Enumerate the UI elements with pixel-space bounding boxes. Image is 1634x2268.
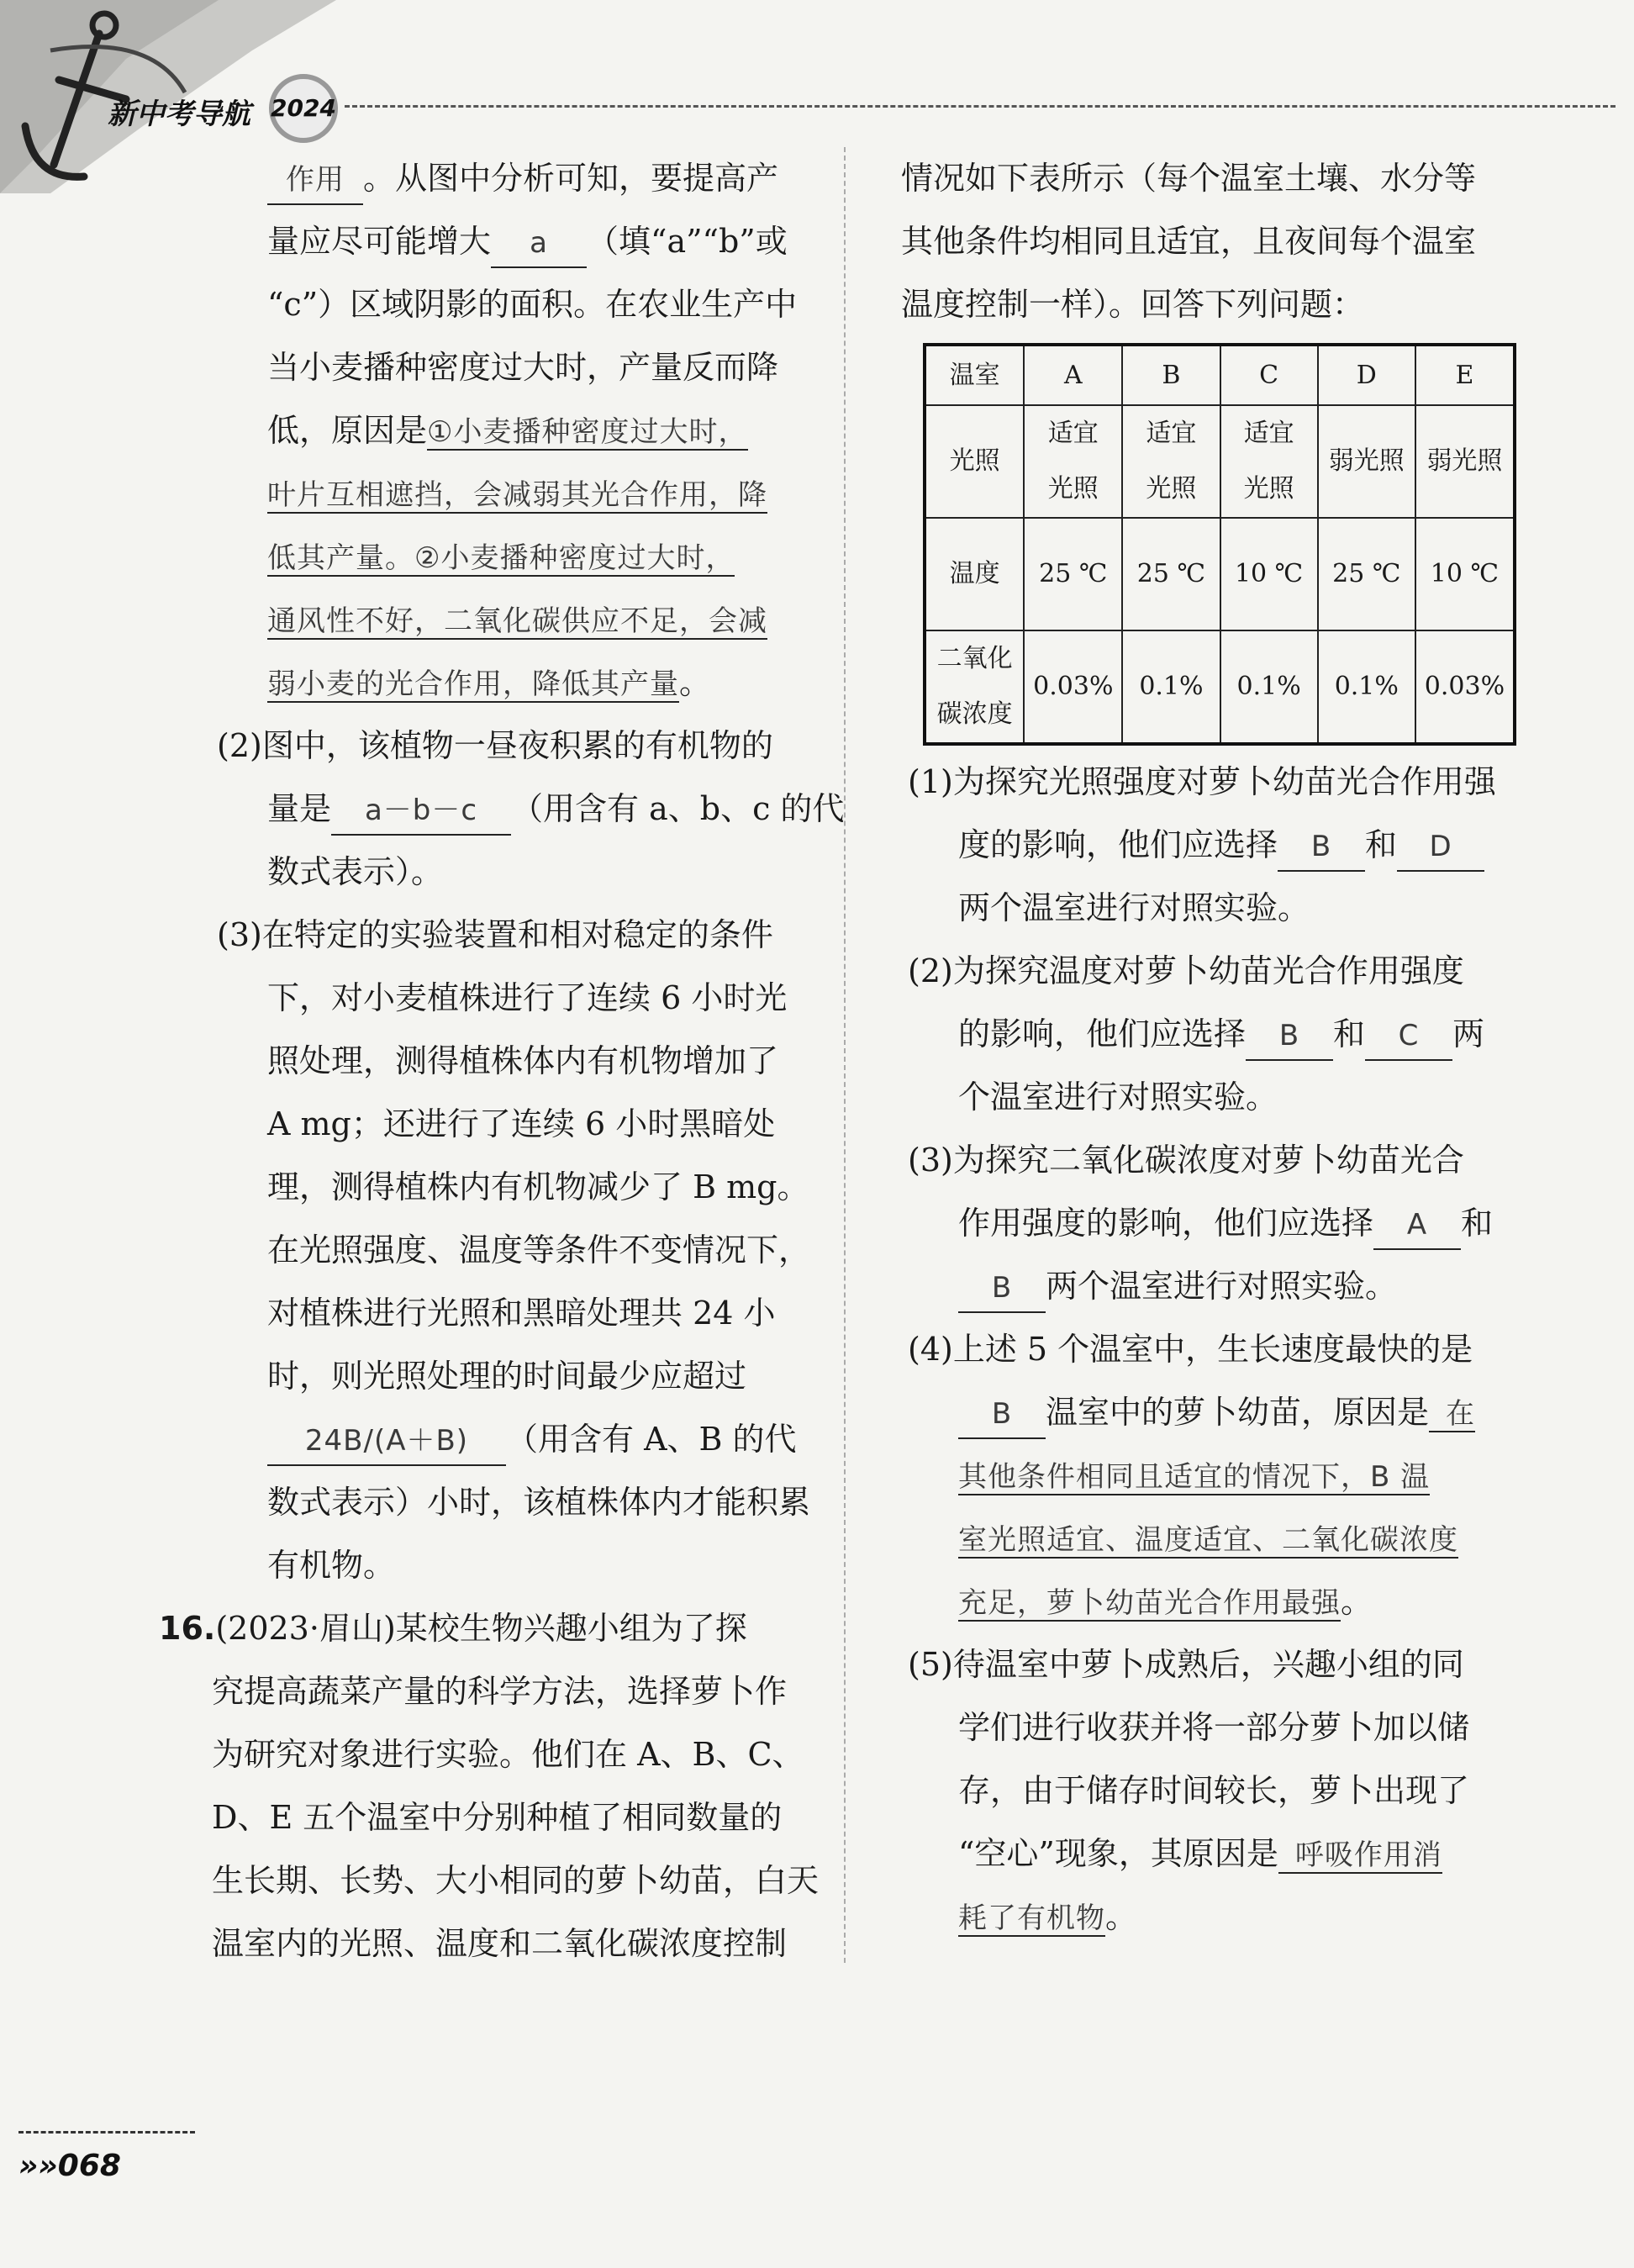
q16-line-3: 为研究对象进行实验。他们在 A、B、C、 [212,1736,804,1773]
q15-3-line-3: 照处理，测得植株体内有机物增加了 [267,1042,779,1079]
right-column-questions [908,751,1530,1949]
header-year: 2024 [271,94,336,122]
q1-line-3: 两个温室进行对照实验。 [958,889,1310,926]
table-header-cell: 温室 [925,345,1024,405]
header-divider [345,105,1616,108]
q1-line-1: (1)为探究光照强度对萝卜幼苗光合作用强 [908,763,1496,800]
page-number-text: 068 [57,2149,121,2183]
q15-3-line-8: 时，则光照处理的时间最少应超过 [267,1358,747,1395]
intro-line-2: 其他条件均相同且适宜，且夜间每个温室 [901,223,1477,260]
answer-blank: B [1246,1012,1333,1061]
text: 两 [1452,1015,1485,1052]
text: 低，原因是 [267,412,428,449]
handwritten-answer: 耗了有机物 [958,1901,1105,1935]
question-number: 16. [159,1610,216,1647]
table-row-label: 温度 [925,518,1024,630]
answer-blank: a [491,219,587,268]
q15-1-line-5 [160,399,824,462]
q15-1-line-2 [160,210,824,273]
right-column-intro [901,147,1530,336]
q15-3-line-10: 数式表示）小时，该植株体内才能积累 [267,1484,811,1521]
table-header-cell: B [1122,345,1220,405]
text: 量是 [267,790,332,827]
q1-line-2 [908,814,1530,877]
handwritten-answer: 在 [1429,1397,1475,1432]
cell-text: 适宜光照 [1146,419,1197,504]
q15-3-line-1: (3)在特定的实验装置和相对稳定的条件 [217,916,773,953]
cell-text: 适宜光照 [1047,419,1099,504]
text: 和 [1365,826,1398,863]
answer-blank: D [1397,823,1484,872]
text: 和 [1333,1015,1366,1052]
q16-line-2: 究提高蔬菜产量的科学方法，选择萝卜作 [212,1673,788,1710]
q2-line-2 [908,1003,1530,1066]
text: （用含有 A、B 的代 [506,1421,797,1458]
table-cell: 0.1% [1318,630,1415,744]
table-cell [1122,405,1220,518]
table-cell [1220,405,1318,518]
page-number [18,2149,121,2183]
column-divider [844,147,846,1963]
cell-text: 适宜光照 [1243,419,1294,504]
q15-1-line-3: “c”）区域阴影的面积。在农业生产中 [267,286,798,323]
intro-line-1: 情况如下表所示（每个温室土壤、水分等 [901,160,1477,197]
table-cell: 0.1% [1220,630,1318,744]
text: 和 [1461,1205,1494,1242]
table-cell: 10 ℃ [1415,518,1515,630]
answer-blank: B [958,1264,1046,1313]
q16-line-4: D、E 五个温室中分别种植了相同数量的 [212,1799,783,1836]
text: 的影响，他们应选择 [958,1015,1247,1052]
series-title: 新中考导航 [108,98,250,131]
table-cell: 0.1% [1122,630,1220,744]
q4-line-1: (4)上述 5 个温室中，生长速度最快的是 [908,1331,1473,1368]
table-header-cell: D [1318,345,1415,405]
q3-line-3 [908,1255,1530,1318]
answer-blank: B [958,1390,1046,1439]
handwritten-answer: 低其产量。②小麦播种密度过大时， [267,541,735,575]
table-row-temp [925,518,1515,630]
q2-line-1: (2)为探究温度对萝卜幼苗光合作用强度 [908,952,1464,989]
table-row-light [925,405,1515,518]
text: （用含有 a、b、c 的代 [511,790,845,827]
arrows-icon: »» [18,2149,58,2183]
q15-3-line-2: 下，对小麦植株进行了连续 6 小时光 [267,979,788,1016]
q16-line-6: 温室内的光照、温度和二氧化碳浓度控制 [212,1925,788,1962]
text: (2023·眉山)某校生物兴趣小组为了探 [215,1610,747,1647]
text: 。 [1105,1898,1138,1935]
q5-line-4 [908,1822,1530,1886]
text: 两个温室进行对照实验。 [1046,1268,1398,1305]
table-header-row [925,345,1515,405]
q16-line-1 [0,1597,824,1660]
answer-blank: A [1373,1201,1461,1250]
table-header-cell: E [1415,345,1515,405]
q15-1-line-4: 当小麦播种密度过大时，产量反而降 [267,349,779,386]
q15-3-line-7: 对植株进行光照和黑暗处理共 24 小 [267,1295,776,1332]
q5-line-2: 学们进行收获并将一部分萝卜加以储 [958,1709,1470,1746]
handwritten-answer: 室光照适宜、温度适宜、二氧化碳浓度 [958,1523,1458,1557]
table-row-label [925,630,1024,744]
text: （填“a”“b”或 [587,223,788,260]
table-cell: 0.03% [1415,630,1515,744]
handwritten-answer: ①小麦播种密度过大时， [427,415,748,449]
footer-divider [18,2131,195,2134]
handwritten-answer: 弱小麦的光合作用，降低其产量 [267,667,679,701]
q3-line-2 [908,1192,1530,1255]
handwritten-answer: 充足，萝卜幼苗光合作用最强 [958,1586,1341,1620]
q15-3-line-6: 在光照强度、温度等条件不变情况下， [267,1232,811,1268]
text: 量应尽可能增大 [267,223,492,260]
q15-2-line-3: 数式表示）。 [267,853,444,890]
greenhouse-table [923,343,1516,746]
table-cell: 25 ℃ [1318,518,1415,630]
q5-line-1: (5)待温室中萝卜成熟后，兴趣小组的同 [908,1646,1464,1683]
handwritten-answer: 通风性不好，二氧化碳供应不足，会减 [267,604,767,638]
table-cell: 25 ℃ [1024,518,1122,630]
table-cell: 0.03% [1024,630,1122,744]
text: 。 [1341,1583,1373,1620]
answer-blank: 24B/(A＋B) [267,1417,506,1466]
text: 。 [679,664,712,701]
text: 。从图中分析可知，要提高产 [363,160,779,197]
table-cell: 弱光照 [1318,405,1415,518]
table-header-cell: C [1220,345,1318,405]
table-row-co2 [925,630,1515,744]
cell-text: 二氧化碳浓度 [936,644,1013,729]
q15-3-line-9 [160,1408,824,1471]
table-cell: 弱光照 [1415,405,1515,518]
handwritten-answer: 其他条件相同且适宜的情况下，B 温 [958,1460,1431,1494]
text: 温室中的萝卜幼苗，原因是 [1046,1394,1430,1431]
handwritten-answer: 呼吸作用消 [1278,1838,1442,1874]
q15-2-line-2 [160,778,845,841]
q15-3-line-11: 有机物。 [267,1547,396,1584]
handwritten-answer: 叶片互相遮挡，会减弱其光合作用，降 [267,478,767,512]
q16-line-5: 生长期、长势、大小相同的萝卜幼苗，白天 [212,1862,820,1899]
table-cell [1024,405,1122,518]
answer-blank: 作用 [267,156,363,205]
table-row-label: 光照 [925,405,1024,518]
text: 度的影响，他们应选择 [958,826,1278,863]
text: 作用强度的影响，他们应选择 [958,1205,1374,1242]
table-cell: 10 ℃ [1220,518,1318,630]
answer-blank: a－b－c [331,787,511,836]
answer-blank: B [1278,823,1365,872]
table-cell: 25 ℃ [1122,518,1220,630]
q4-line-2 [908,1381,1530,1444]
left-column [159,147,845,1975]
answer-blank: C [1365,1012,1452,1061]
text: “空心”现象，其原因是 [958,1835,1278,1872]
q15-2-line-1: (2)图中，该植物一昼夜积累的有机物的 [217,727,773,764]
table-header-cell: A [1024,345,1122,405]
q5-line-3: 存，由于储存时间较长，萝卜出现了 [958,1772,1470,1809]
q15-1-line-1 [160,147,824,210]
q3-line-1: (3)为探究二氧化碳浓度对萝卜幼苗光合 [908,1142,1464,1179]
q15-3-line-5: 理，测得植株内有机物减少了 B mg。 [267,1168,809,1205]
q2-line-3: 个温室进行对照实验。 [958,1079,1278,1116]
intro-line-3: 温度控制一样）。回答下列问题： [901,286,1365,323]
q15-3-line-4: A mg；还进行了连续 6 小时黑暗处 [267,1105,776,1142]
